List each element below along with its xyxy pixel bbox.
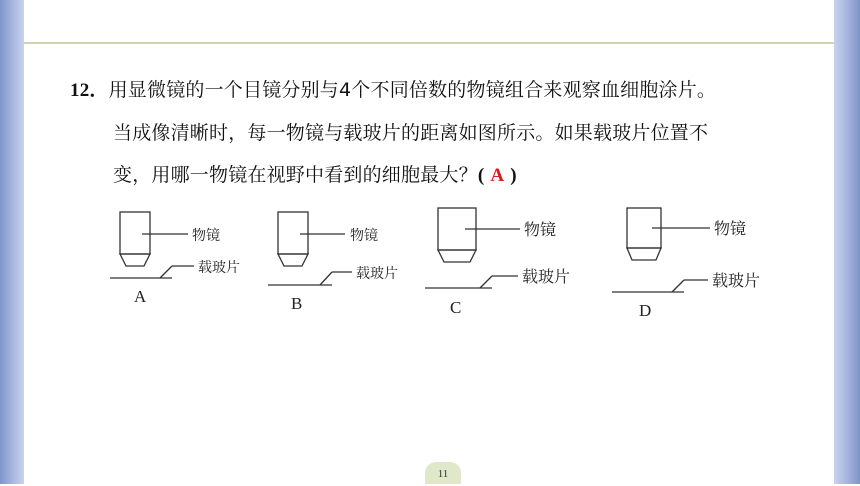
objective-label-d: 物镜 xyxy=(714,221,747,238)
slide-d-leader-up xyxy=(672,280,684,292)
objective-a xyxy=(110,212,194,278)
objective-b xyxy=(268,212,352,285)
question-line-1 xyxy=(70,75,716,102)
slide-b-leader-up xyxy=(320,272,332,285)
question-number: 12． xyxy=(70,80,109,101)
option-letter-a: A xyxy=(134,287,147,306)
option-letter-b: B xyxy=(291,294,303,313)
objective-b-barrel xyxy=(278,212,308,254)
objective-d-tip xyxy=(627,248,661,260)
objective-a-tip xyxy=(120,254,150,266)
page-number: 11 xyxy=(425,462,461,484)
objective-label-c: 物镜 xyxy=(524,222,557,239)
option-letter-c: C xyxy=(450,298,462,317)
question-text-2: 当成像清晰时，每一物镜与载玻片的距离如图所示。如果载玻片位置不 xyxy=(113,122,709,144)
slide-label-b: 载玻片 xyxy=(356,265,398,281)
question-line-2 xyxy=(113,118,708,145)
objective-label-b: 物镜 xyxy=(350,227,378,243)
objective-d xyxy=(612,208,710,292)
objective-c-tip xyxy=(438,250,476,262)
right-frame-bar xyxy=(834,0,860,484)
question-text-3: 变，用哪一物镜在视野中看到的细胞最大？ xyxy=(113,164,478,186)
slide-label-a: 载玻片 xyxy=(198,259,240,275)
question-line-3 xyxy=(113,160,517,187)
slide-label-d: 载玻片 xyxy=(712,273,761,290)
option-letter-d: D xyxy=(639,301,652,320)
objective-c xyxy=(425,208,520,288)
slide-c-leader-up xyxy=(480,276,492,288)
answer-paren-close: ) xyxy=(510,165,517,186)
left-frame-bar xyxy=(0,0,24,484)
answer-letter: A xyxy=(490,165,505,186)
objective-label-a: 物镜 xyxy=(192,227,220,243)
answer-paren-open: ( xyxy=(477,165,485,186)
question-text-1: 用显微镜的一个目镜分别与4个不同倍数的物镜组合来观察血细胞涂片。 xyxy=(108,79,717,101)
objective-b-tip xyxy=(278,254,308,266)
objective-a-barrel xyxy=(120,212,150,254)
slide-label-c: 载玻片 xyxy=(522,269,571,286)
header-rule xyxy=(24,42,834,44)
slide-a-leader-up xyxy=(160,266,172,278)
microscope-objective-figure xyxy=(100,200,780,325)
